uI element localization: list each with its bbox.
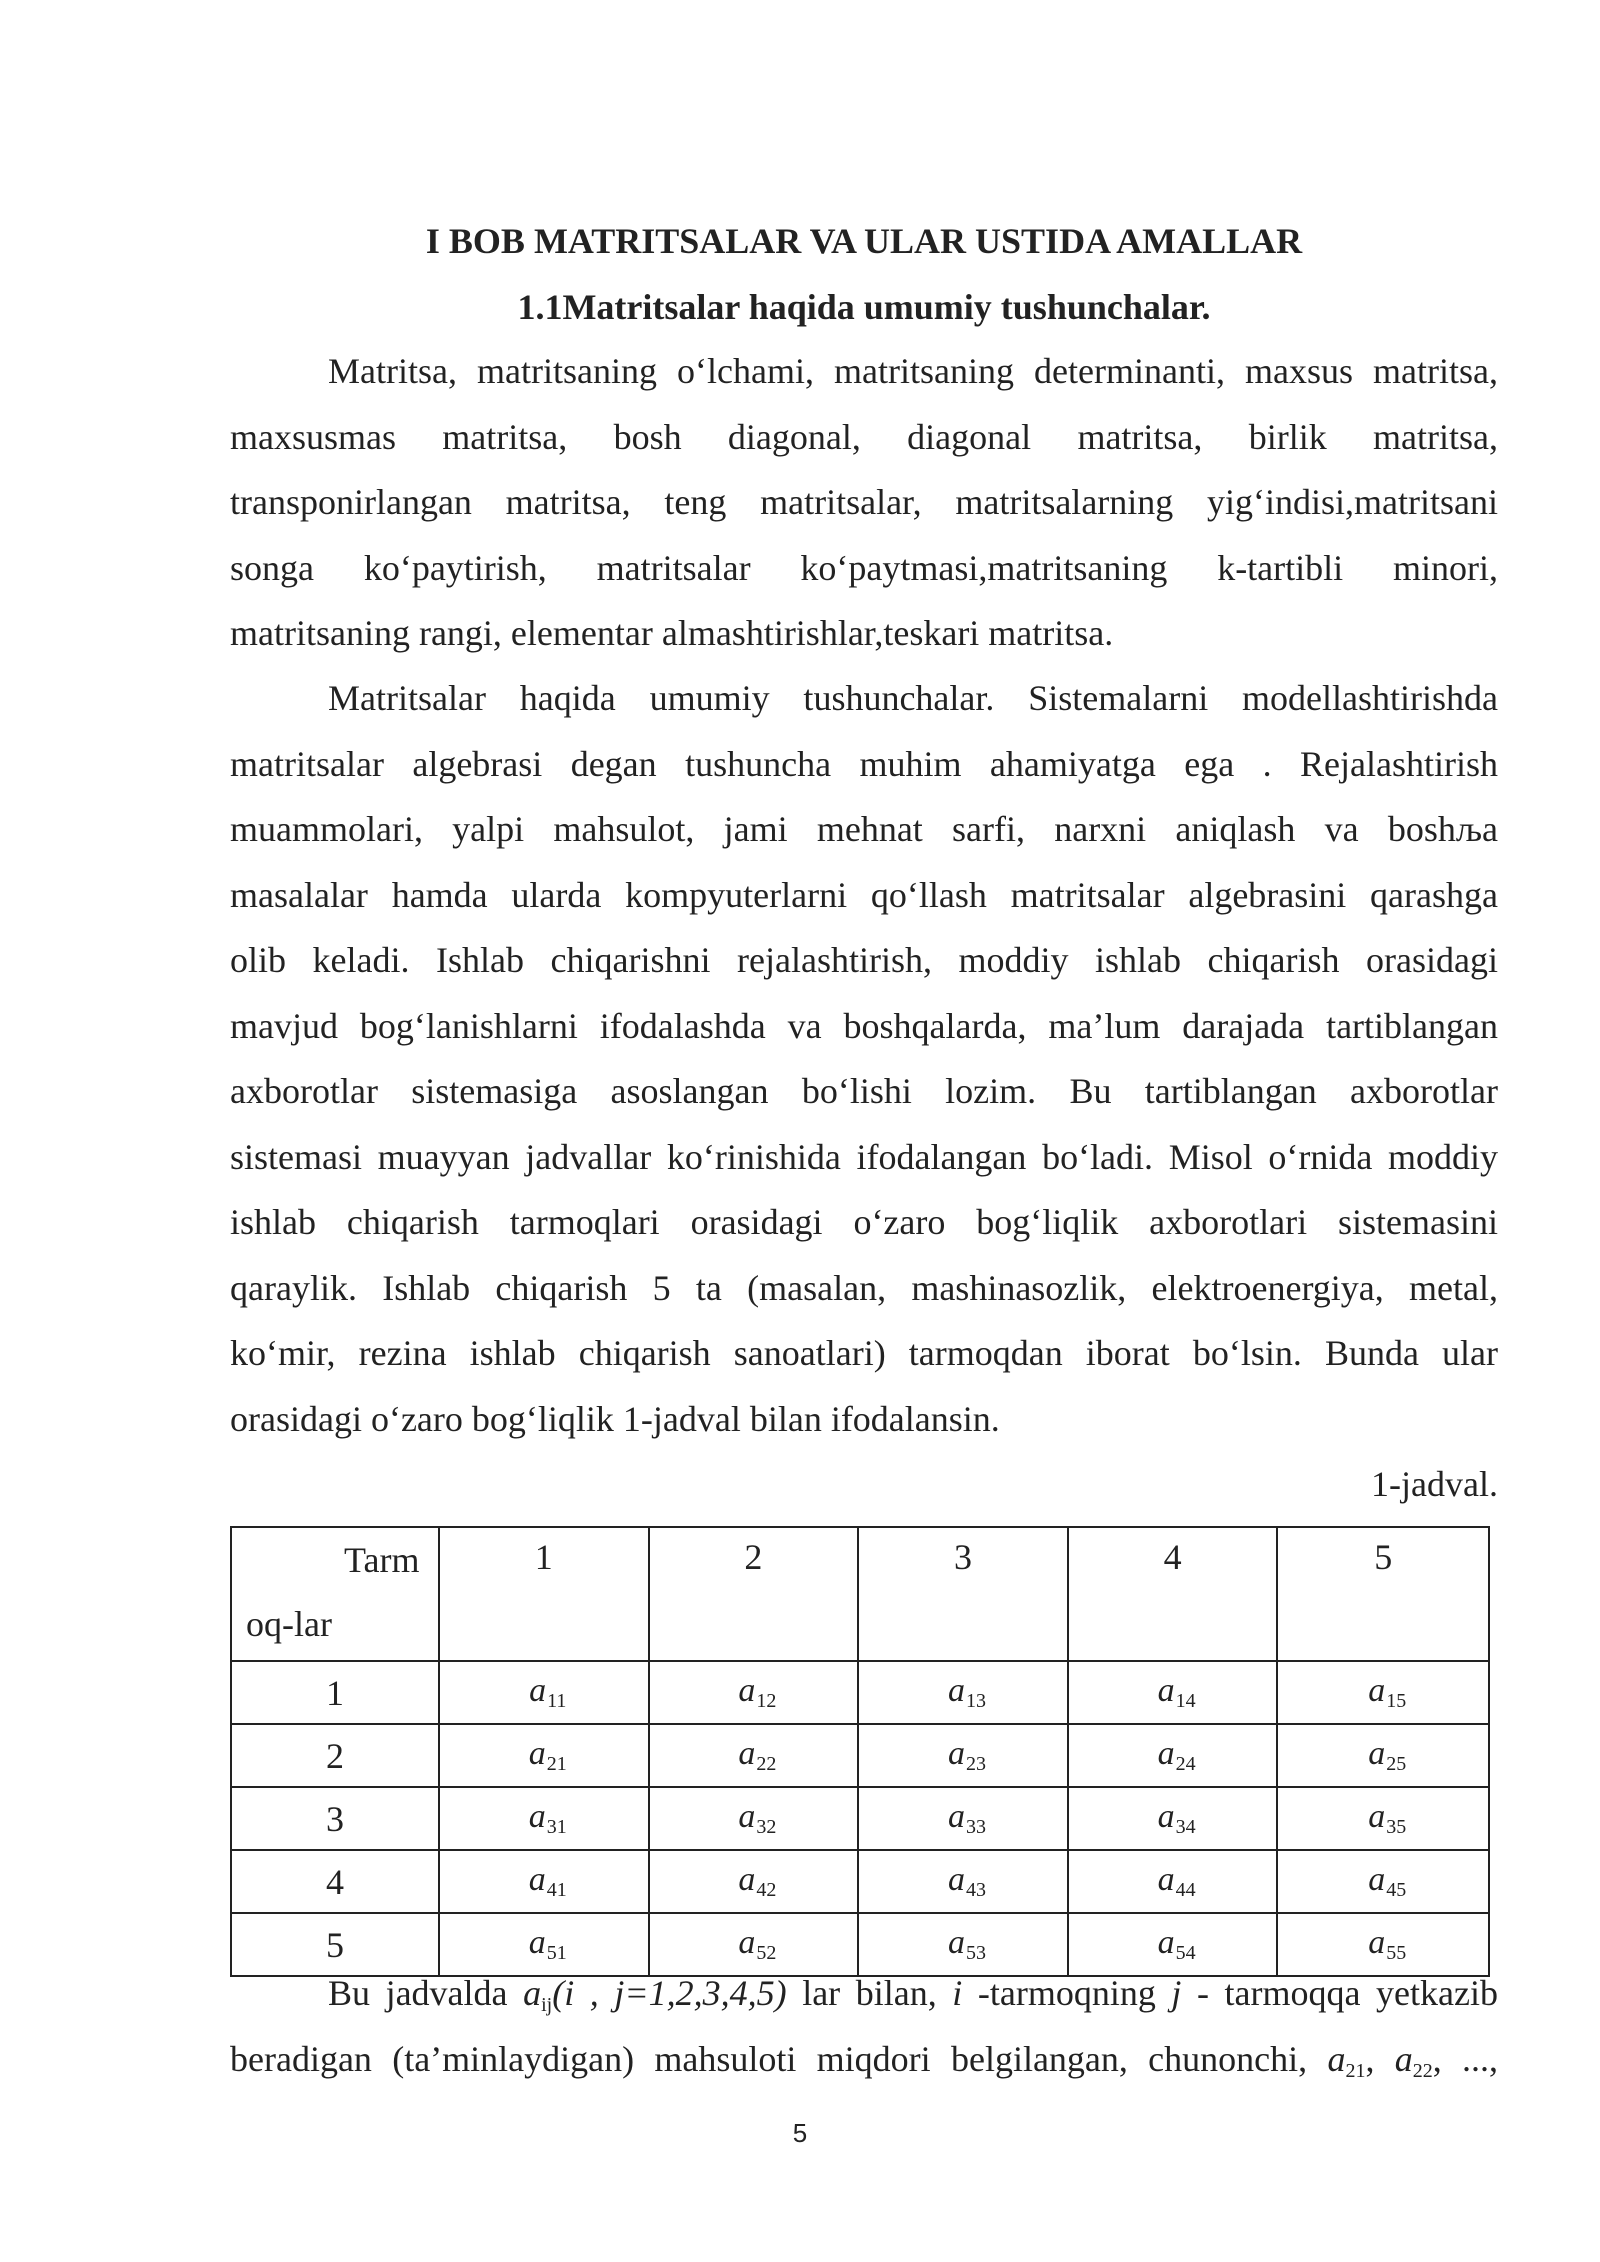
paragraph-line: ko‘mir, rezina ishlab chiqarish sanoatlari) tarmoqdan iborat bo‘lsin. Bunda ular [230, 1333, 1498, 1373]
paragraph-line: qaraylik. Ishlab chiqarish 5 ta (masalan, mashinasozlik, elektroenergiya, metal, [230, 1267, 1498, 1308]
cell-subscript: 13 [965, 1690, 986, 1712]
paragraph-line: olib keladi. Ishlab chiqarishni rejalashtirish, moddiy ishlab chiqarish orasidagi [230, 940, 1498, 980]
table-cell [439, 1787, 649, 1850]
cell-symbol: a [738, 1798, 756, 1835]
cell-symbol: a [947, 1798, 965, 1835]
cell-subscript: 25 [1386, 1753, 1407, 1775]
cell-subscript: 11 [547, 1690, 567, 1712]
column-header: 5 [1277, 1527, 1489, 1661]
cell-symbol: a [1157, 1672, 1175, 1709]
table-cell [1068, 1787, 1278, 1850]
cell-symbol: a [947, 1924, 965, 1961]
cell-symbol: a [1157, 1735, 1175, 1772]
column-header: 4 [1068, 1527, 1278, 1661]
cell-subscript: 14 [1175, 1690, 1196, 1712]
table-cell [1277, 1661, 1489, 1724]
cell-subscript: 32 [756, 1816, 777, 1838]
paragraph-line: transponirlangan matritsa, teng matritsalar, matritsalarning yig‘indisi,matritsani [230, 482, 1498, 522]
table-cell [858, 1787, 1068, 1850]
table-cell [858, 1661, 1068, 1724]
paragraph-line: maxsusmas matritsa, bosh diagonal, diagonal matritsa, birlik matritsa, [230, 416, 1498, 457]
table-row [231, 1724, 1489, 1787]
table-row [231, 1850, 1489, 1913]
column-header: 3 [858, 1527, 1068, 1661]
table-cell [1068, 1850, 1278, 1913]
cell-symbol: a [528, 1735, 546, 1772]
formula-subscript: ij [541, 1994, 553, 2016]
table-cell [649, 1724, 859, 1787]
text-run: , [1365, 2038, 1395, 2079]
cell-symbol: a [528, 1798, 546, 1835]
table-body [231, 1661, 1489, 1976]
text-run: , ..., [1432, 2038, 1498, 2079]
formula-args: (i , j=1,2,3,4,5) [552, 1973, 787, 2013]
corner-label-line1: Tarm [344, 1540, 420, 1580]
math-symbol-i: i [952, 1973, 963, 2013]
math-subscript: 22 [1412, 2059, 1433, 2082]
cell-subscript: 23 [965, 1753, 986, 1775]
table-cell [439, 1661, 649, 1724]
row-header: 2 [231, 1724, 439, 1787]
table-caption: 1-jadval. [1371, 1464, 1498, 1504]
row-header: 4 [231, 1850, 439, 1913]
cell-subscript: 44 [1175, 1879, 1196, 1901]
table-row [231, 1661, 1489, 1724]
text-run: -tarmoqning [962, 1973, 1172, 2013]
cell-symbol: a [738, 1924, 756, 1961]
cell-subscript: 22 [756, 1753, 777, 1775]
table-header-row [231, 1527, 1489, 1661]
cell-symbol: a [947, 1735, 965, 1772]
paragraph-introduction [230, 666, 1498, 1452]
cell-symbol: a [738, 1672, 756, 1709]
cell-symbol: a [1368, 1735, 1386, 1772]
cell-subscript: 15 [1386, 1690, 1407, 1712]
cell-symbol: a [947, 1861, 965, 1898]
cell-symbol: a [1157, 1861, 1175, 1898]
paragraph-keywords [230, 339, 1498, 667]
table-corner-cell [231, 1527, 439, 1661]
paragraph-table-explanation [230, 1961, 1498, 2092]
cell-symbol: a [1368, 1672, 1386, 1709]
cell-subscript: 43 [965, 1879, 986, 1901]
cell-subscript: 52 [756, 1942, 777, 1964]
math-symbol: a [1394, 2038, 1413, 2079]
table-cell [1068, 1661, 1278, 1724]
row-header: 5 [231, 1913, 439, 1976]
cell-symbol: a [947, 1672, 965, 1709]
table-cell [439, 1724, 649, 1787]
table-cell [649, 1850, 859, 1913]
table-cell [1277, 1724, 1489, 1787]
paragraph-line: matritsalar algebrasi degan tushuncha muhim ahamiyatga ega . Rejalashtirish [230, 743, 1498, 784]
cell-subscript: 31 [546, 1816, 567, 1838]
table-cell [439, 1850, 649, 1913]
cell-symbol: a [738, 1735, 756, 1772]
paragraph-line: mavjud bog‘lanishlarni ifodalashda va boshqalarda, ma’lum darajada tartiblangan [230, 1005, 1498, 1046]
paragraph-line [230, 2027, 1498, 2093]
table-cell [1277, 1850, 1489, 1913]
paragraph-line: songa ko‘paytirish, matritsalar ko‘paytmasi,matritsaning k-tartibli minori, [230, 547, 1498, 588]
text-run: lar bilan, [786, 1973, 953, 2013]
table-cell [1277, 1787, 1489, 1850]
cell-subscript: 55 [1386, 1942, 1407, 1964]
math-symbol-j: j [1171, 1973, 1182, 2013]
page-number: 5 [792, 2118, 808, 2148]
paragraph-line: axborotlar sistemasiga asoslangan bo‘lishi lozim. Bu tartiblangan axborotlar [230, 1071, 1498, 1111]
table-cell [858, 1724, 1068, 1787]
cell-subscript: 42 [756, 1879, 777, 1901]
table-cell [649, 1787, 859, 1850]
table-cell [858, 1850, 1068, 1913]
cell-symbol: a [1368, 1861, 1386, 1898]
table-cell [649, 1661, 859, 1724]
paragraph-line [230, 1961, 1498, 2027]
cell-subscript: 53 [965, 1942, 986, 1964]
paragraph-line: orasidagi o‘zaro bog‘liqlik 1-jadval bilan ifodalansin. [230, 1398, 1000, 1439]
paragraph-line: sistemasi muayyan jadvallar ko‘rinishida ifodalangan bo‘ladi. Misol o‘rnida moddiy [230, 1136, 1498, 1177]
cell-subscript: 41 [546, 1879, 567, 1901]
cell-subscript: 54 [1175, 1942, 1196, 1964]
section-title: 1.1Matritsalar haqida umumiy tushunchalar. [517, 287, 1211, 327]
cell-subscript: 51 [546, 1942, 567, 1964]
paragraph-line: Matritsalar haqida umumiy tushunchalar. Sistemalarni modellashtirishda [328, 678, 1498, 718]
cell-subscript: 35 [1386, 1816, 1407, 1838]
row-header: 1 [231, 1661, 439, 1724]
text-run: - tarmoqqa yetkazib [1181, 1973, 1498, 2013]
paragraph-line: ishlab chiqarish tarmoqlari orasidagi o‘zaro bog‘liqlik axborotlari sistemasini [230, 1202, 1498, 1242]
paragraph-line: matritsaning rangi, elementar almashtirishlar,teskari matritsa. [230, 613, 1114, 653]
table-row [231, 1787, 1489, 1850]
paragraph-line: Matritsa, matritsaning o‘lchami, matritsaning determinanti, maxsus matritsa, [328, 351, 1498, 391]
cell-subscript: 24 [1175, 1753, 1196, 1775]
paragraph-line: masalalar hamda ularda kompyuterlarni qo‘llash matritsalar algebrasini qarashga [230, 874, 1498, 915]
data-table [230, 1526, 1490, 1977]
column-header: 1 [439, 1527, 649, 1661]
row-header: 3 [231, 1787, 439, 1850]
text-run: Bu jadvalda [328, 1973, 524, 2013]
cell-subscript: 21 [546, 1753, 567, 1775]
cell-subscript: 12 [756, 1690, 777, 1712]
corner-label-line2: oq-lar [246, 1604, 332, 1644]
cell-subscript: 45 [1386, 1879, 1407, 1901]
cell-symbol: a [738, 1861, 756, 1898]
cell-symbol: a [1157, 1924, 1175, 1961]
table-cell [1068, 1724, 1278, 1787]
paragraph-line: muammolari, yalpi mahsulot, jami mehnat sarfi, narxni aniqlash va boshљa [230, 809, 1498, 849]
column-header: 2 [649, 1527, 859, 1661]
cell-symbol: a [1368, 1798, 1386, 1835]
formula-symbol: a [523, 1973, 542, 2013]
math-subscript: 21 [1345, 2059, 1366, 2082]
cell-symbol: a [1368, 1924, 1386, 1961]
cell-symbol: a [528, 1861, 546, 1898]
chapter-title: I BOB MATRITSALAR VA ULAR USTIDA AMALLAR [425, 221, 1303, 261]
cell-subscript: 34 [1175, 1816, 1196, 1838]
cell-subscript: 33 [965, 1816, 986, 1838]
cell-symbol: a [529, 1672, 547, 1709]
cell-symbol: a [1157, 1798, 1175, 1835]
cell-symbol: a [528, 1924, 546, 1961]
text-run: beradigan (ta’minlaydigan) mahsuloti miqdori belgilangan, chunonchi, [230, 2038, 1328, 2079]
math-symbol: a [1327, 2038, 1346, 2079]
